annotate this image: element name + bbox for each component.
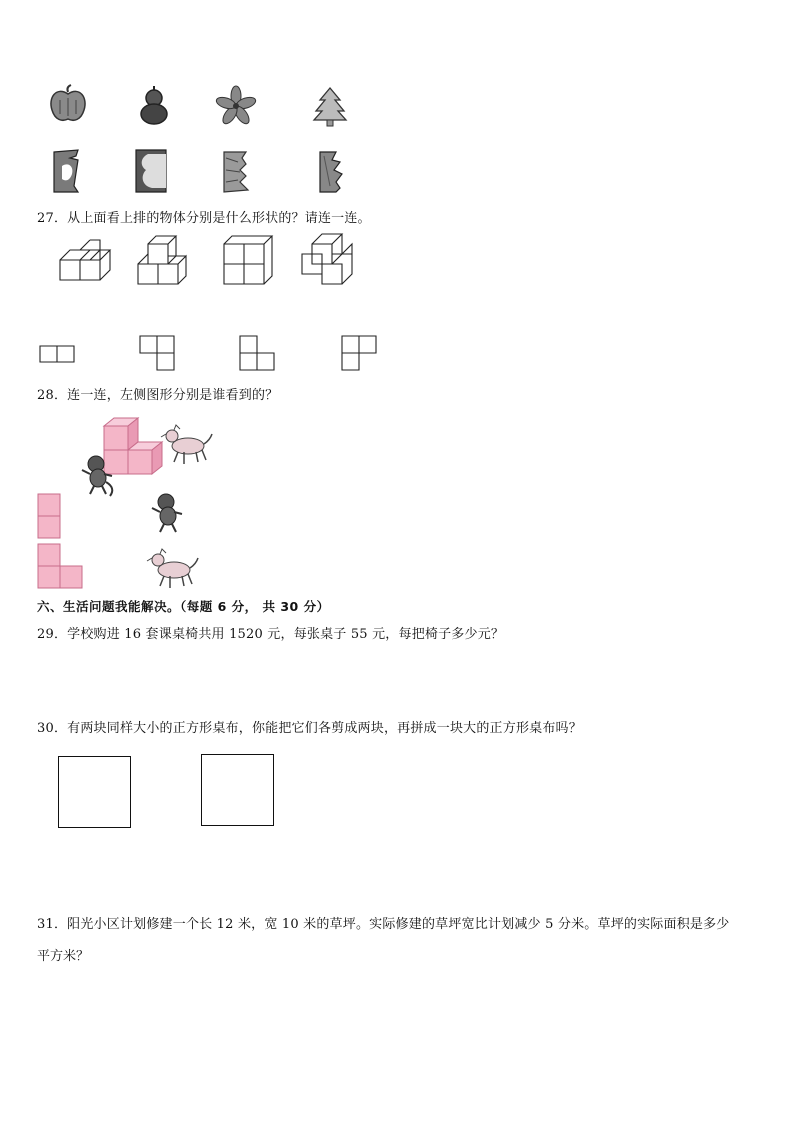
cutout-card-row xyxy=(40,146,380,196)
q28-figure xyxy=(36,410,236,592)
top-view-4 xyxy=(342,336,376,370)
cutout-card-gourd-icon xyxy=(136,150,166,192)
apple-silhouette-icon xyxy=(51,85,85,120)
q28-figure-svg xyxy=(36,410,236,592)
cutout-card-apple-icon xyxy=(54,150,78,192)
cube-stack-3 xyxy=(224,236,272,284)
square-tablecloth-1 xyxy=(58,756,131,828)
top-view-2 xyxy=(140,336,174,370)
question-27-text: 27．从上面看上排的物体分别是什么形状的？请连一连。 xyxy=(37,211,371,226)
section-6-heading: 六、生活问题我能解决。（每题 6 分， 共 30 分） xyxy=(37,599,330,614)
question-31-line-1: 31．阳光小区计划修建一个长 12 米，宽 10 米的草坪。实际修建的草坪宽比计划减少 5 分米。草坪的实际面积是多少 xyxy=(37,917,730,932)
cube-stack-4 xyxy=(302,234,352,284)
q27-top-views-svg xyxy=(40,336,380,376)
answer-shape-1 xyxy=(38,494,60,538)
top-view-1 xyxy=(40,346,74,362)
silhouette-row-svg xyxy=(40,84,380,132)
pink-cube-stack xyxy=(104,418,162,474)
question-30-text: 30．有两块同样大小的正方形桌布，你能把它们各剪成两块，再拼成一块大的正方形桌布吗？ xyxy=(37,721,582,736)
pine-tree-icon xyxy=(314,88,346,126)
dog-icon xyxy=(161,425,212,464)
cutout-card-row-svg xyxy=(40,146,380,196)
q27-cube-stacks-svg xyxy=(40,232,380,292)
question-28-text: 28．连一连，左侧图形分别是谁看到的？ xyxy=(37,388,279,403)
monkey-icon xyxy=(152,494,182,532)
cube-stack-1 xyxy=(60,240,110,280)
answer-shape-2 xyxy=(38,544,82,588)
top-view-3 xyxy=(240,336,274,370)
question-29-text: 29．学校购进 16 套课桌椅共用 1520 元，每张桌子 55 元，每把椅子多少元？ xyxy=(37,627,505,642)
flower-silhouette-icon xyxy=(215,86,257,126)
cube-stack-2 xyxy=(138,236,186,284)
q27-cube-stacks xyxy=(40,232,380,292)
dog-icon xyxy=(147,549,198,588)
gourd-silhouette-icon xyxy=(141,86,167,124)
square-tablecloth-2 xyxy=(201,754,274,826)
top-silhouette-row xyxy=(40,84,380,132)
q27-top-views xyxy=(40,336,380,376)
cutout-card-flower-icon xyxy=(224,152,248,192)
question-31-line-2: 平方米？ xyxy=(37,949,90,964)
cutout-card-tree-icon xyxy=(320,152,342,192)
